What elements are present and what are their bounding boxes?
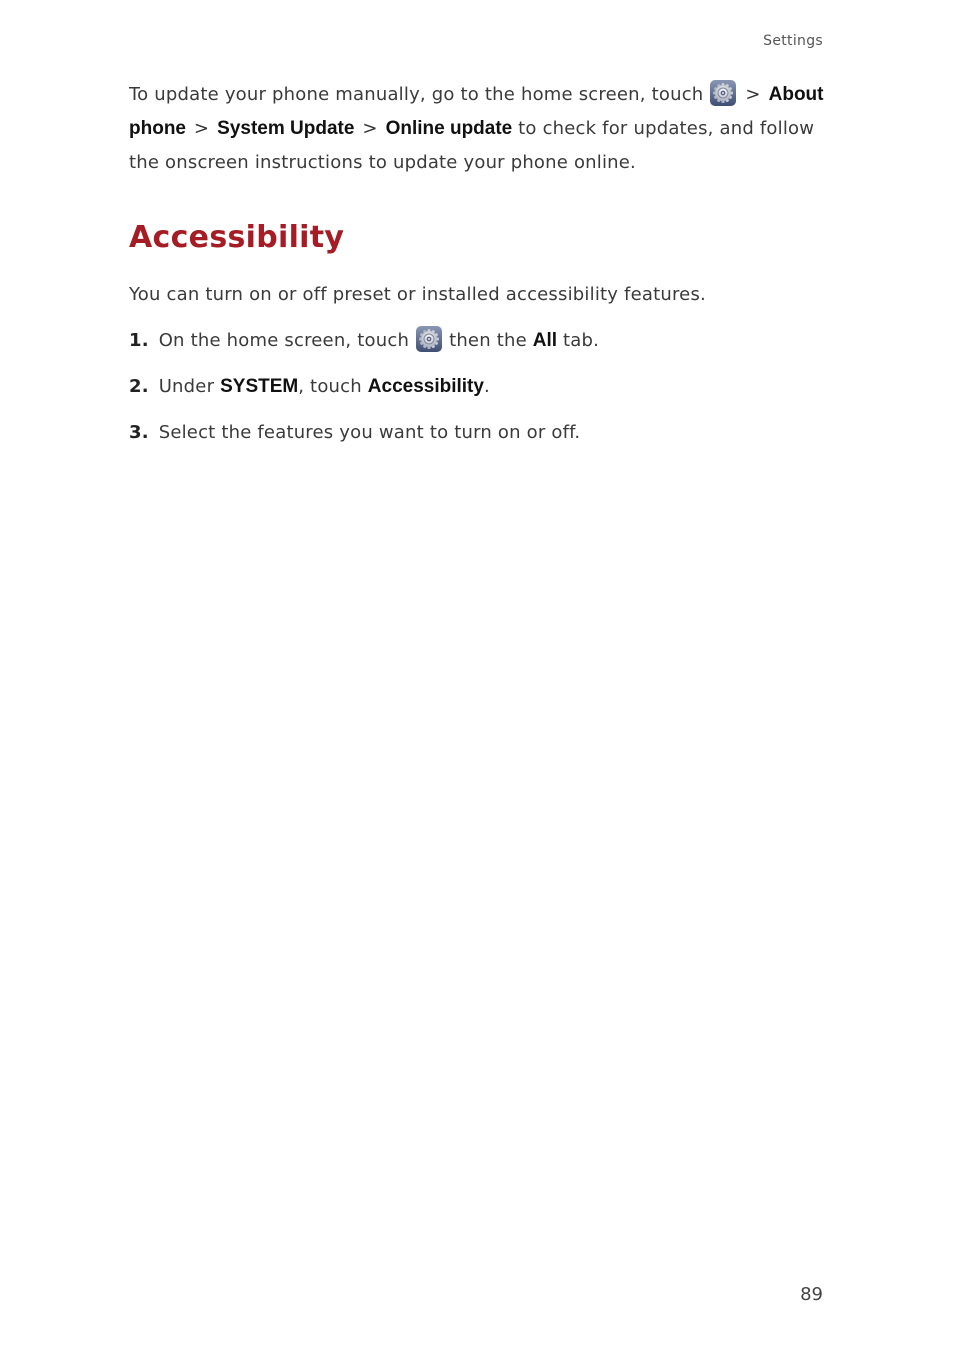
breadcrumb-separator: >	[362, 118, 378, 139]
breadcrumb-separator: >	[745, 84, 761, 105]
step-3	[129, 416, 829, 450]
step-text: Under	[158, 376, 215, 397]
update-paragraph	[129, 78, 829, 180]
page-number: 89	[800, 1284, 823, 1305]
section-intro: You can turn on or off preset or installed accessibility features.	[129, 284, 706, 305]
step-1	[129, 324, 829, 358]
settings-gear-icon	[709, 79, 737, 107]
breadcrumb-separator: >	[193, 118, 210, 139]
section-title: Accessibility	[129, 220, 345, 255]
settings-gear-icon	[415, 325, 443, 353]
system-label: SYSTEM	[220, 376, 299, 397]
about-phone-label: About phone	[129, 84, 824, 139]
steps-list	[129, 324, 829, 450]
all-tab-label: All	[532, 330, 558, 351]
system-update-label: System Update	[217, 118, 355, 139]
online-update-label: Online update	[385, 118, 513, 139]
running-header: Settings	[763, 33, 823, 49]
step-text: .	[483, 376, 490, 397]
step-number: 3.	[129, 422, 149, 443]
step-text: tab.	[563, 330, 600, 351]
update-text-1: To update your phone manually, go to the home screen, touch	[129, 84, 704, 105]
step-text: then the	[449, 330, 527, 351]
update-text-2: to check for updates, and follow the onscreen instructions to update your phone online.	[129, 118, 815, 173]
step-2	[129, 370, 829, 404]
step-number: 2.	[129, 376, 149, 397]
step-number: 1.	[129, 330, 149, 351]
step-text: , touch	[298, 376, 362, 397]
page-content	[129, 78, 829, 462]
step-text: On the home screen, touch	[158, 330, 410, 351]
step-text: Select the features you want to turn on or off.	[158, 422, 581, 443]
accessibility-label: Accessibility	[367, 376, 484, 397]
